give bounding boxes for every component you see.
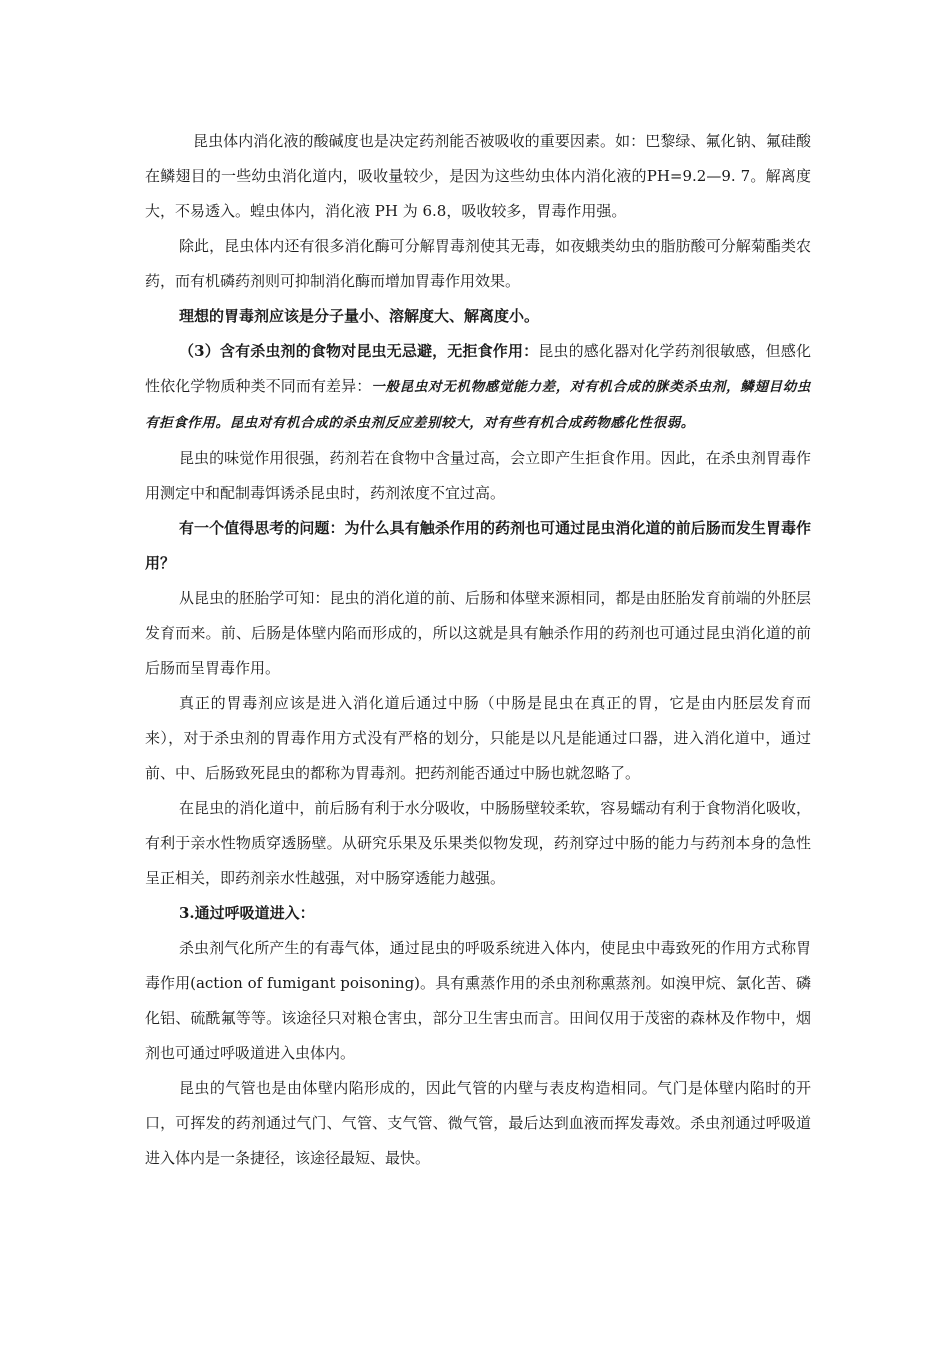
paragraph-absorption: 在昆虫的消化道中，前后肠有利于水分吸收，中肠肠壁较柔软，容易蠕动有利于食物消化吸收，有利于亲水性物质穿透肠壁。从研究乐果及乐果类似物发现，药剂穿过中肠的能力与药剂本身的急性呈正相关，即药剂亲水性越强，对中肠穿透能力越强。 bbox=[145, 799, 811, 887]
paragraph-digestive-enzymes: 除此，昆虫体内还有很多消化酶可分解胃毒剂使其无毒，如夜蛾类幼虫的脂肪酸可分解菊酯类农药，而有机磷药剂则可抑制消化酶而增加胃毒作用效果。 bbox=[145, 237, 811, 290]
paragraph-taste: 昆虫的味觉作用很强，药剂若在食物中含量过高，会立即产生拒食作用。因此，在杀虫剂胃毒作用测定中和配制毒饵诱杀昆虫时，药剂浓度不宜过高。 bbox=[145, 449, 811, 502]
section-heading-3: （3）含有杀虫剂的食物对昆虫无忌避，无拒食作用： bbox=[179, 342, 539, 360]
section-heading-respiratory: 3.通过呼吸道进入： bbox=[179, 904, 315, 922]
emphasized-text: 一般昆虫对无机物感觉能力差，对有机合成的脒类杀虫剂，鳞翅目幼虫有拒食作用。昆虫对有机合成的杀虫剂反应差别较大，对有些有机合成药物感化性很弱。 bbox=[145, 379, 811, 431]
paragraph-embryology: 从昆虫的胚胎学可知：昆虫的消化道的前、后肠和体壁来源相同，都是由胚胎发育前端的外胚层发育而来。前、后肠是体壁内陷而形成的，所以这就是具有触杀作用的药剂也可通过昆虫消化道的前后肠而呈胃毒作用。 bbox=[145, 589, 811, 677]
document-body bbox=[145, 124, 811, 1176]
paragraph-text: 昆虫的感化器对化学药剂很敏感，但感化性依化学物质种类不同而有差异： bbox=[145, 342, 811, 395]
paragraph-trachea: 昆虫的气管也是由体壁内陷形成的，因此气管的内壁与表皮构造相同。气门是体壁内陷时的开口，可挥发的药剂通过气门、气管、支气管、微气管，最后达到血液而挥发毒效。杀虫剂通过呼吸道进入体内是一条捷径，该途径最短、最快。 bbox=[145, 1079, 811, 1167]
paragraph-question: 有一个值得思考的问题：为什么具有触杀作用的药剂也可通过昆虫消化道的前后肠而发生胃毒作用？ bbox=[145, 519, 811, 572]
paragraph-no-repellency bbox=[145, 334, 811, 441]
paragraph-ideal-stomach-poison: 理想的胃毒剂应该是分子量小、溶解度大、解离度小。 bbox=[179, 307, 540, 325]
paragraph-midgut: 真正的胃毒剂应该是进入消化道后通过中肠（中肠是昆虫在真正的胃，它是由内胚层发育而来），对于杀虫剂的胃毒作用方式没有严格的划分，只能是以凡是能通过口器，进入消化道中，通过前、中、后肠致死昆虫的都称为胃毒剂。把药剂能否通过中肠也就忽略了。 bbox=[145, 694, 811, 782]
paragraph-digestive-ph: 昆虫体内消化液的酸碱度也是决定药剂能否被吸收的重要因素。如：巴黎绿、氟化钠、氟硅酸在鳞翅目的一些幼虫消化道内，吸收量较少，是因为这些幼虫体内消化液的PH=9.2—9. 7。解离度大，不易透入。蝗虫体内，消化液 PH 为 6.8，吸收较多，胃毒作用强。 bbox=[145, 132, 811, 220]
paragraph-fumigation: 杀虫剂气化所产生的有毒气体，通过昆虫的呼吸系统进入体内，使昆虫中毒致死的作用方式称胃毒作用(action of fumigant poisoning)。具有熏蒸作用的杀虫剂称熏蒸剂。如溴甲烷、氯化苦、磷化铝、硫酰氟等等。该途径只对粮仓害虫，部分卫生害虫而言。田间仅用于茂密的森林及作物中，烟剂也可通过呼吸道进入虫体内。 bbox=[145, 939, 811, 1062]
